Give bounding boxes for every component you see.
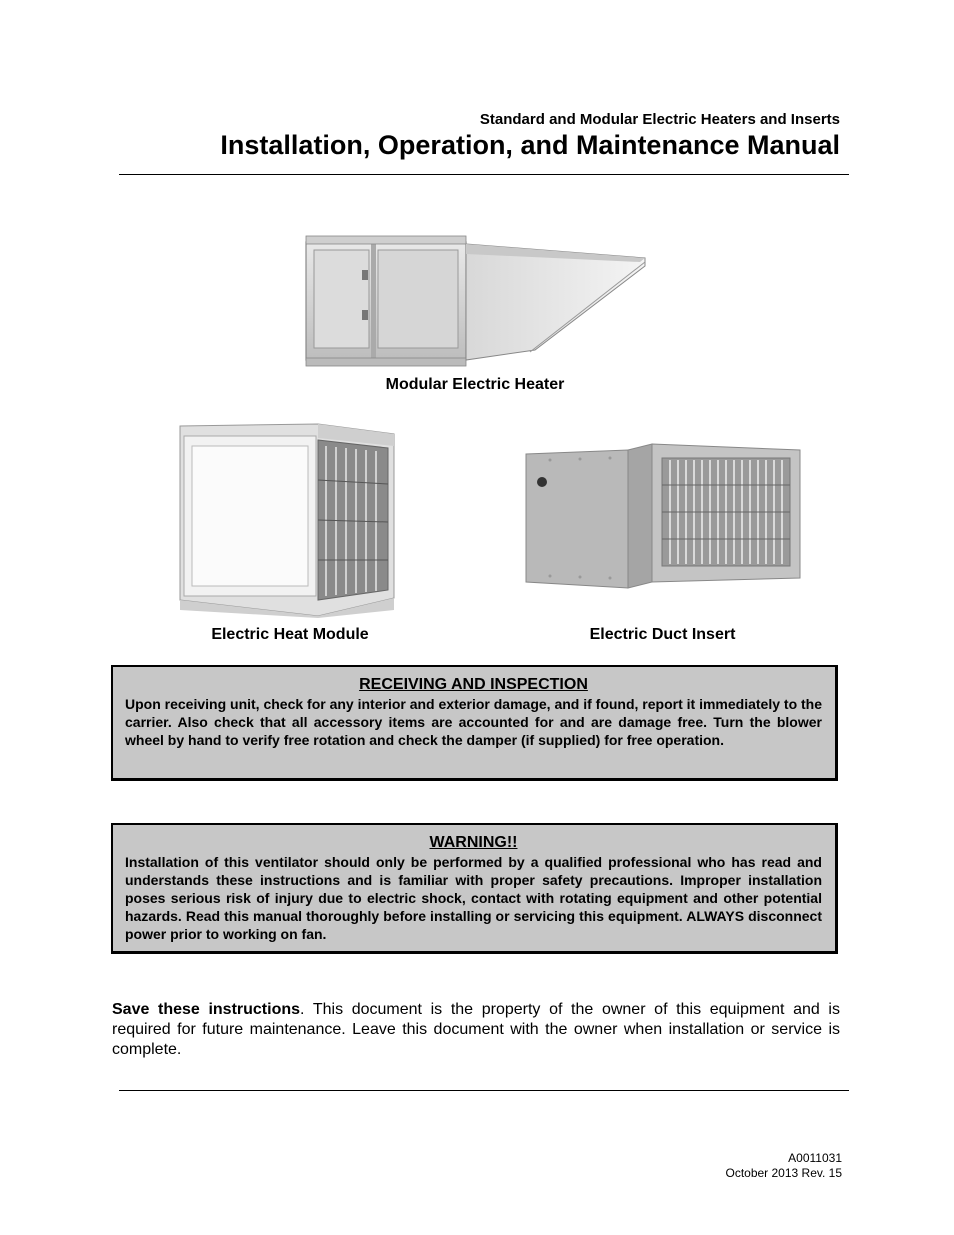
receiving-inspection-text: Upon receiving unit, check for any interior and exterior damage, and if found, report it immediately to the carrier. Also check that all accessory items are accounted for and are damage free. Turn the blower wheel by hand to verify free rotation and check the damper (if supplied) for free operation.	[125, 696, 823, 748]
receiving-inspection-heading: RECEIVING AND INSPECTION	[359, 676, 588, 693]
header-rule	[119, 174, 849, 175]
document-number: A0011031	[788, 1151, 842, 1165]
receiving-inspection-box	[111, 665, 838, 781]
warning-text: Installation of this ventilator should only be performed by a qualified professional who has read and understands these instructions and is familiar with proper safety precautions. Improper installation poses serious risk of injury due to electric shock, contact with rotating equipment and other potential hazards. Read this manual thoroughly before installing or servicing this equipment. ALWAYS disconnect power prior to working on fan.	[125, 854, 822, 942]
modular-electric-heater-image	[300, 230, 650, 378]
save-instructions-paragraph	[112, 1000, 840, 1060]
electric-duct-insert-image	[520, 440, 806, 592]
electric-duct-insert-caption: Electric Duct Insert	[589, 626, 736, 643]
document-subtitle: Standard and Modular Electric Heaters and Inserts	[479, 111, 840, 128]
document-revision: October 2013 Rev. 15	[725, 1166, 842, 1180]
electric-heat-module-image	[176, 420, 398, 618]
modular-electric-heater-caption: Modular Electric Heater	[385, 376, 565, 393]
save-instructions-lead: Save these instructions	[112, 1001, 301, 1018]
footer-rule	[119, 1090, 849, 1091]
warning-heading: WARNING!!	[429, 834, 518, 851]
warning-box	[111, 823, 838, 954]
document-title: Installation, Operation, and Maintenance Manual	[220, 130, 840, 160]
save-instructions-text: . This document is the property of the owner of this equipment and is required for future maintenance. Leave this document with the owner when installation or service is complete.	[112, 1001, 840, 1058]
document-footer	[725, 1151, 842, 1181]
electric-heat-module-caption: Electric Heat Module	[211, 626, 369, 643]
